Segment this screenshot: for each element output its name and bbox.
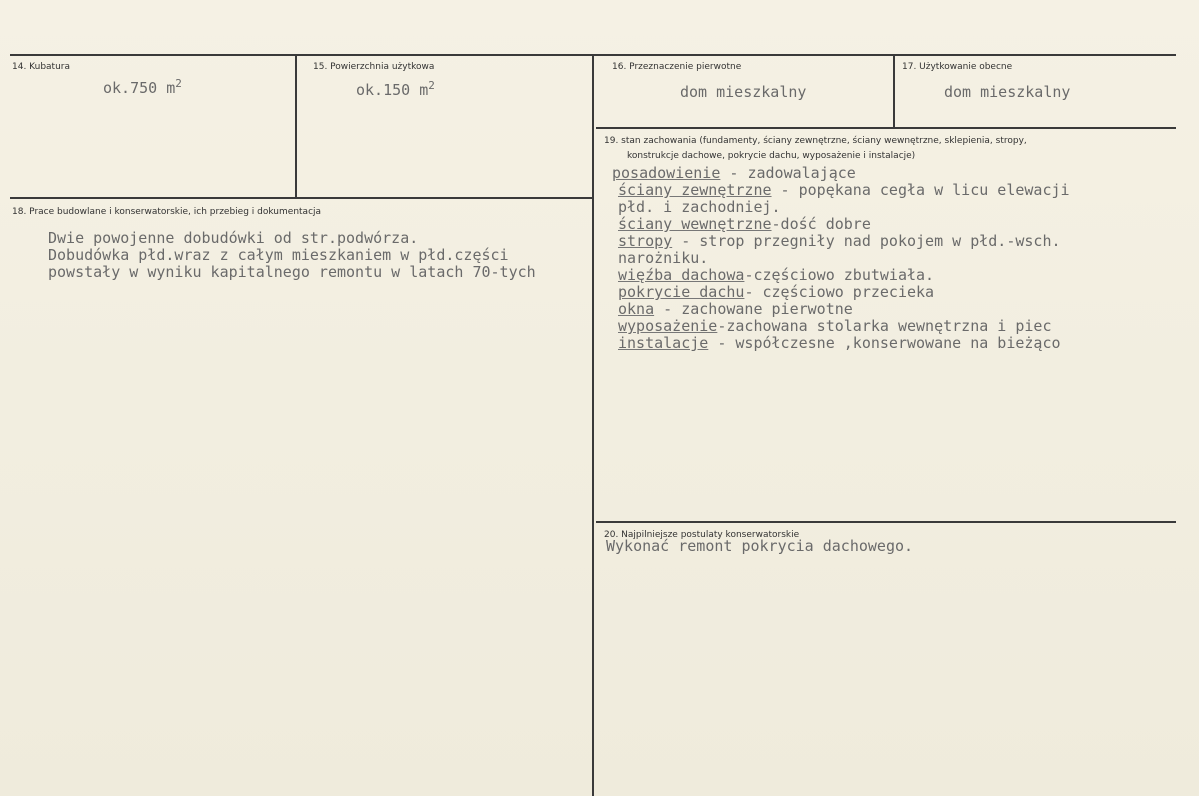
stan-item-key: ściany wewnętrzne [618,215,772,233]
stan-item [618,199,781,216]
label-stan-1: 19. stan zachowania (fundamenty, ściany zewnętrzne, ściany wewnętrzne, sklepienia, stropy, [604,136,1027,146]
stan-item-key: okna [618,300,655,318]
stan-item-text: -częściowo zbutwiała. [744,266,935,284]
stan-item-text: - zadowalające [720,164,856,182]
stan-item-key: ściany zewnętrzne [618,181,772,199]
stan-item [618,216,871,233]
rule-under-19 [596,521,1176,523]
value-powierzchnia: ok.150 $m^2$ [356,79,435,99]
stan-item-text: -dość dobre [771,215,871,233]
stan-item-key: więźba dachowa [618,266,745,284]
label-przeznaczenie: 16. Przeznaczenie pierwotne [612,62,742,72]
stan-item-key: pokrycie dachu [618,283,745,301]
stan-item [618,233,1061,250]
stan-item-text: - zachowane pierwotne [654,300,853,318]
divider-16-17 [893,55,895,128]
rule-under-16-17 [596,127,1176,129]
stan-item [618,335,1061,352]
stan-item-key: wyposażenie [618,317,718,335]
stan-item [618,250,708,267]
label-powierzchnia: 15. Powierzchnia użytkowa [313,62,435,72]
stan-item [618,267,934,284]
divider-center [592,55,594,796]
value-postulaty: Wykonać remont pokrycia dachowego. [606,537,914,555]
prace-line: Dobudówka płd.wraz z całym mieszkaniem w płd.części [48,246,509,264]
stan-item [618,284,934,301]
stan-item-text: - współczesne ,konserwowane na bieżąco [708,334,1061,352]
label-uzytkowanie: 17. Użytkowanie obecne [902,62,1013,72]
label-prace: 18. Prace budowlane i konserwatorskie, ich przebieg i dokumentacja [12,207,322,217]
prace-text [48,230,592,290]
stan-list [606,165,1176,355]
stan-item-text: płd. i zachodniej. [618,198,781,216]
stan-item-text: - popękana cegła w licu elewacji [771,181,1070,199]
stan-item-text: -zachowana stolarka wewnętrzna i piec [717,317,1052,335]
stan-item [618,318,1051,335]
stan-item-key: instalacje [618,334,709,352]
stan-item [618,182,1070,199]
prace-line: powstały w wyniku kapitalnego remontu w latach 70-tych [48,263,536,281]
value-uzytkowanie: dom mieszkalny [944,83,1071,101]
stan-item-text: narożniku. [618,249,709,267]
value-kubatura: ok.750 $m^2$ [103,77,182,97]
label-stan-2: konstrukcje dachowe, pokrycie dachu, wyposażenie i instalacje) [627,151,916,161]
stan-item [612,165,856,182]
stan-item [618,301,853,318]
rule-under-14-15 [10,197,592,199]
label-postulaty: 20. Najpilniejsze postulaty konserwatorskie [604,530,800,540]
stan-item-key: posadowienie [612,164,721,182]
label-kubatura: 14. Kubatura [12,62,71,72]
stan-item-text: - częściowo przecieka [744,283,935,301]
stan-item-text: - strop przegniły nad pokojem w płd.-wsch. [672,232,1061,250]
divider-kubatura [295,55,297,198]
prace-line: Dwie powojenne dobudówki od str.podwórza. [48,230,419,247]
stan-item-key: stropy [618,232,673,250]
value-przeznaczenie: dom mieszkalny [680,83,807,101]
